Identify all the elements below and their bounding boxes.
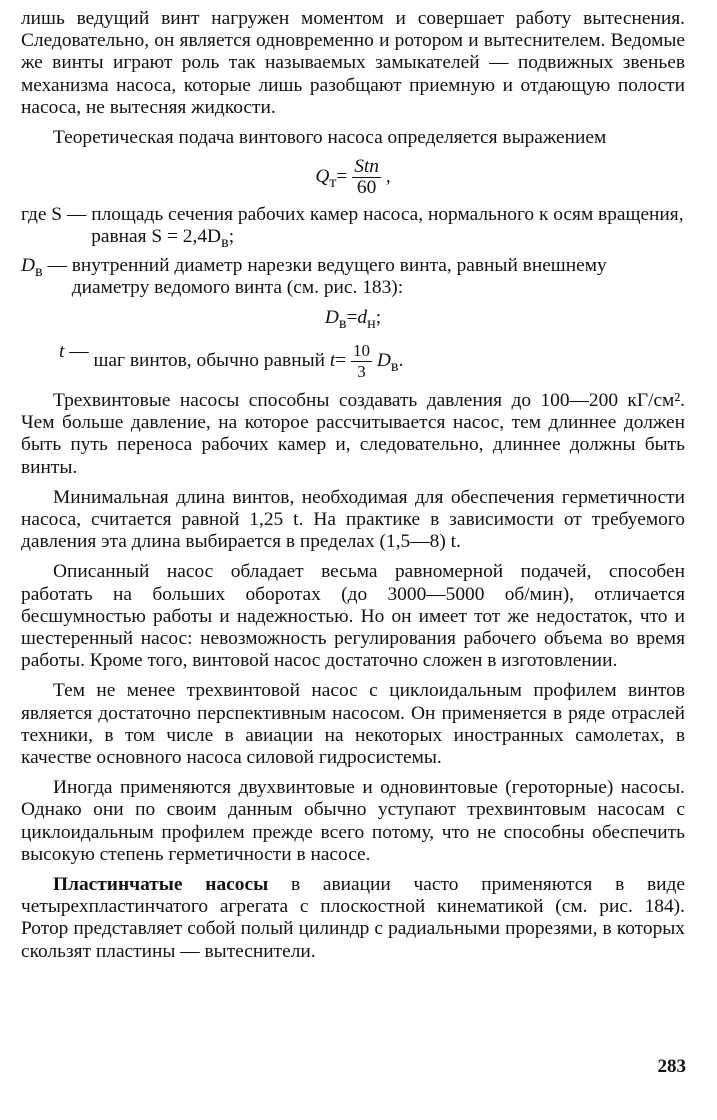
formula2-eq: = (346, 306, 358, 328)
formula-denominator: 60 (356, 177, 377, 199)
formula2-rhs-sub: н (367, 314, 376, 332)
section-term-plate-pumps: Пластинчатые насосы (53, 874, 269, 896)
formula-eq: = (336, 166, 348, 188)
paragraph-5: Описанный насос обладает весьма равномерной подачей, способен работать на больших оборотах (до 3000—5000 об/мин), отличается бесшумностью работы и надежностью. Но он имеет тот же недостаток, что и шестеренный насос: невозможность регулирования рабочего объема во время работы. Кроме того, винтовой насос достаточно сложен в изготовлении. (21, 561, 685, 672)
definition-s-text: площадь сечения рабочих камер насоса, нормального к осям вращения, равная S = 2,4D (91, 204, 684, 248)
definition-d-term: D (21, 254, 36, 276)
definition-t-den: 3 (357, 361, 366, 381)
formula-q-sub: т (329, 174, 337, 192)
paragraph-8-text: в авиации часто применяются в виде четырехпластинчатого агрегата с плоскостной кинематикой (см. рис. 184). Ротор представляет собой полый цилиндр с радиальными прорезями, в которых скользят пластины — вытеснители. (21, 874, 685, 962)
formula-numerator: Stn (354, 156, 379, 178)
formula-tail: , (385, 166, 391, 188)
formula-diameter (21, 307, 685, 335)
definition-t-dash: — (64, 340, 94, 362)
paragraph-8 (21, 874, 685, 963)
definition-d-dash: — (42, 254, 72, 276)
formula-q: Q (315, 166, 330, 188)
definition-t-d: D (376, 349, 391, 371)
definition-d (21, 255, 685, 299)
definition-t-text: шаг винтов, обычно равный (93, 349, 330, 371)
formula2-lhs: D (324, 306, 339, 328)
definition-s-sub: в (221, 234, 229, 252)
formula2-lhs-sub: в (338, 314, 347, 332)
definition-d-sub: в (35, 262, 43, 280)
formula2-rhs: d (357, 306, 368, 328)
paragraph-1: лишь ведущий винт нагружен моментом и совершает работу вытеснения. Следовательно, он является одновременно и ротором и вытеснителем. Ведомые же винты играют роль так называемых замыкателей — подвижных звеньев механизма насоса, которые лишь разобщают приемную и отдающую полости насоса, не вытесняя жидкости. (21, 8, 685, 118)
paragraph-7: Иногда применяются двухвинтовые и одновинтовые (героторные) насосы. Однако они по своим данным обычно уступают трехвинтовым насосам с циклоидальным профилем прежде всего потому, что не способны обеспечить высокую степень герметичности в насосе. (21, 777, 685, 865)
formula2-tail: ; (375, 306, 382, 328)
page-number: 283 (657, 1056, 686, 1077)
definition-s-term: где S — (21, 204, 92, 226)
page-body (21, 8, 685, 963)
definition-t-var: t (329, 349, 336, 371)
definition-t-tail: . (398, 349, 404, 371)
paragraph-4: Минимальная длина винтов, необходимая для обеспечения герметичности насоса, считается равной 1,25 t. На практике в зависимости от требуемого давления эта длина выбирается в пределах (1,5—8) t. (21, 486, 685, 553)
definition-t-fraction (351, 341, 372, 382)
paragraph-2: Теоретическая подача винтового насоса определяется выражением (53, 127, 607, 149)
definition-d-text: внутренний диаметр нарезки ведущего винта, равный внешнему диаметру ведомого винта (см. рис. 183): (71, 254, 607, 298)
formula-flow-rate (21, 157, 685, 198)
paragraph-6: Тем не менее трехвинтовой насос с циклоидальным профилем винтов является достаточно перспективным насосом. Он применяется в ряде отраслей техники, в том числе в авиации на некоторых иностранных самолетах, в качестве основного насоса силовой гидросистемы. (21, 680, 685, 769)
definition-t-eq: = (335, 349, 347, 371)
formula-fraction (352, 157, 381, 198)
definition-t-term: t (59, 340, 65, 362)
definition-t-d-sub: в (390, 357, 399, 375)
paragraph-3: Трехвинтовые насосы способны создавать давления до 100—200 кГ/см². Чем больше давление, на которое рассчитывается насос, тем длиннее должен быть путь переноса рабочих камер и, следовательно, длиннее должны быть винты. (21, 389, 685, 478)
definition-s-tail: ; (228, 226, 235, 248)
definition-t-num: 10 (353, 340, 371, 360)
definition-t (21, 341, 685, 382)
definition-s (21, 204, 685, 254)
